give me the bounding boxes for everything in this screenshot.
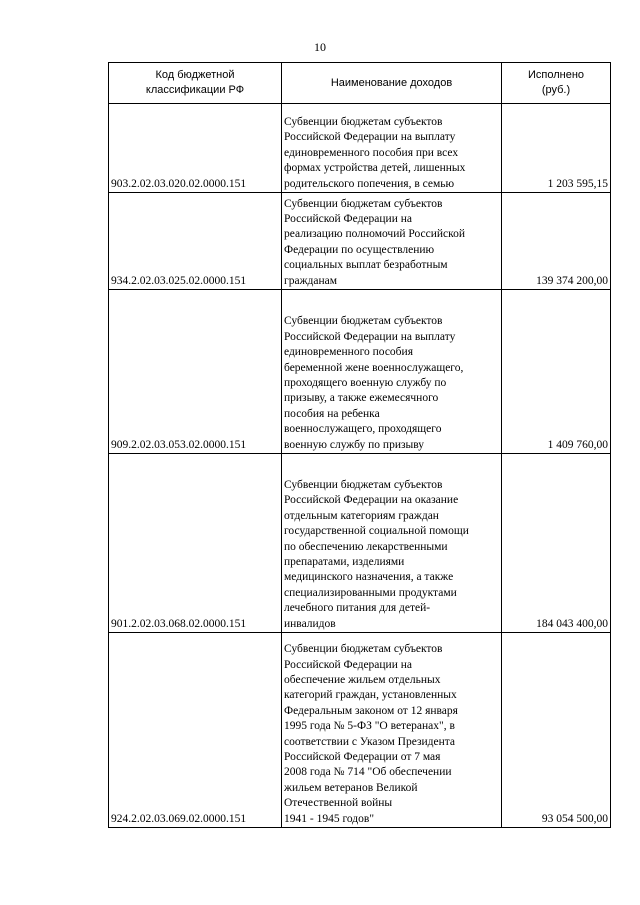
revenue-name-line: 1995 года № 5-ФЗ "О ветеранах", в xyxy=(284,720,455,733)
revenue-name-line: Субвенции бюджетам субъектов xyxy=(284,478,443,491)
page-number: 10 xyxy=(314,40,326,54)
revenue-name-line: Российской Федерации на xyxy=(284,658,412,671)
revenue-name-line: родительского попечения, в семью xyxy=(284,177,455,190)
budget-code-cell: 934.2.02.03.025.02.0000.151 xyxy=(109,193,282,290)
header-code xyxy=(109,63,282,104)
revenue-name-line: соответствии с Указом Президента xyxy=(284,735,456,748)
revenue-name-line: лечебного питания для детей- xyxy=(284,602,431,615)
revenue-name-line: военнослужащего, проходящего xyxy=(284,423,442,436)
revenue-name-line: 2008 года № 714 "Об обеспечении xyxy=(284,766,452,779)
budget-code-cell: 903.2.02.03.020.02.0000.151 xyxy=(109,104,282,193)
revenue-name-line: реализацию полномочий Российской xyxy=(284,228,466,241)
revenue-name-line: Российской Федерации на оказание xyxy=(284,494,459,507)
revenue-name-line: Субвенции бюджетам субъектов xyxy=(284,643,443,656)
revenue-name-line: отдельным категориям граждан xyxy=(284,509,439,522)
header-name xyxy=(282,63,502,104)
revenue-name-cell xyxy=(282,454,502,633)
revenue-name-line: Российской Федерации на выплату xyxy=(284,330,456,343)
revenue-name-cell xyxy=(282,290,502,454)
revenue-name-line: специализированными продуктами xyxy=(284,586,457,599)
revenue-name-line: Субвенции бюджетам субъектов xyxy=(284,315,443,328)
table-body xyxy=(109,104,611,828)
executed-amount-cell: 1 409 760,00 xyxy=(502,290,611,454)
revenue-name-line: Субвенции бюджетам субъектов xyxy=(284,115,443,128)
revenue-name-line: Российской Федерации от 7 мая xyxy=(284,750,441,763)
revenue-name-line: медицинского назначения, а также xyxy=(284,571,454,584)
revenue-table xyxy=(108,62,611,828)
table-row xyxy=(109,633,611,828)
revenue-name-line: Федерации по осуществлению xyxy=(284,243,435,256)
revenue-name-line: государственной социальной помощи xyxy=(284,525,469,538)
revenue-name-line: жильем ветеранов Великой xyxy=(284,781,418,794)
table-row xyxy=(109,104,611,193)
table-row xyxy=(109,193,611,290)
revenue-name-line: единовременного пособия xyxy=(284,346,413,359)
revenue-name-line: категорий граждан, установленных xyxy=(284,689,457,702)
revenue-name-line: военную службу по призыву xyxy=(284,438,425,451)
header-amount-line: (руб.) xyxy=(541,84,571,96)
header-amount-line: Исполнено xyxy=(527,69,585,81)
revenue-name-line: пособия на ребенка xyxy=(284,407,380,420)
revenue-name-line: гражданам xyxy=(284,274,338,287)
revenue-name-line: проходящего военную службу по xyxy=(284,376,447,389)
revenue-name-line: Российской Федерации на xyxy=(284,212,412,225)
budget-code-cell: 901.2.02.03.068.02.0000.151 xyxy=(109,454,282,633)
executed-amount-cell: 1 203 595,15 xyxy=(502,104,611,193)
revenue-name-line: препаратами, изделиями xyxy=(284,555,405,568)
revenue-name-cell xyxy=(282,104,502,193)
revenue-name-line: Федеральным законом от 12 января xyxy=(284,704,458,717)
table-row xyxy=(109,454,611,633)
executed-amount-cell: 184 043 400,00 xyxy=(502,454,611,633)
revenue-name-line: по обеспечению лекарственными xyxy=(284,540,448,553)
header-name-line: Наименование доходов xyxy=(330,76,453,89)
budget-code-cell: 909.2.02.03.053.02.0000.151 xyxy=(109,290,282,454)
revenue-name-line: 1941 - 1945 годов" xyxy=(284,812,375,825)
revenue-name-line: Отечественной войны xyxy=(284,797,393,810)
revenue-name-line: беременной жене военнослужащего, xyxy=(284,361,464,374)
header-amount xyxy=(502,63,611,104)
revenue-name-line: инвалидов xyxy=(284,617,336,630)
revenue-name-line: формах устройства детей, лишенных xyxy=(284,162,466,175)
header-code-line: Код бюджетной xyxy=(155,69,235,81)
budget-code-cell: 924.2.02.03.069.02.0000.151 xyxy=(109,633,282,828)
revenue-name-line: Субвенции бюджетам субъектов xyxy=(284,197,443,210)
table-row xyxy=(109,290,611,454)
revenue-name-line: призыву, а также ежемесячного xyxy=(284,392,439,405)
executed-amount-cell: 139 374 200,00 xyxy=(502,193,611,290)
revenue-name-cell xyxy=(282,193,502,290)
revenue-name-line: социальных выплат безработным xyxy=(284,259,448,272)
executed-amount-cell: 93 054 500,00 xyxy=(502,633,611,828)
revenue-name-line: единовременного пособия при всех xyxy=(284,146,459,159)
header-code-line: классификации РФ xyxy=(145,84,245,96)
revenue-name-line: обеспечение жильем отдельных xyxy=(284,673,441,686)
revenue-name-cell xyxy=(282,633,502,828)
revenue-name-line: Российской Федерации на выплату xyxy=(284,131,456,144)
table-header-row xyxy=(109,63,611,104)
